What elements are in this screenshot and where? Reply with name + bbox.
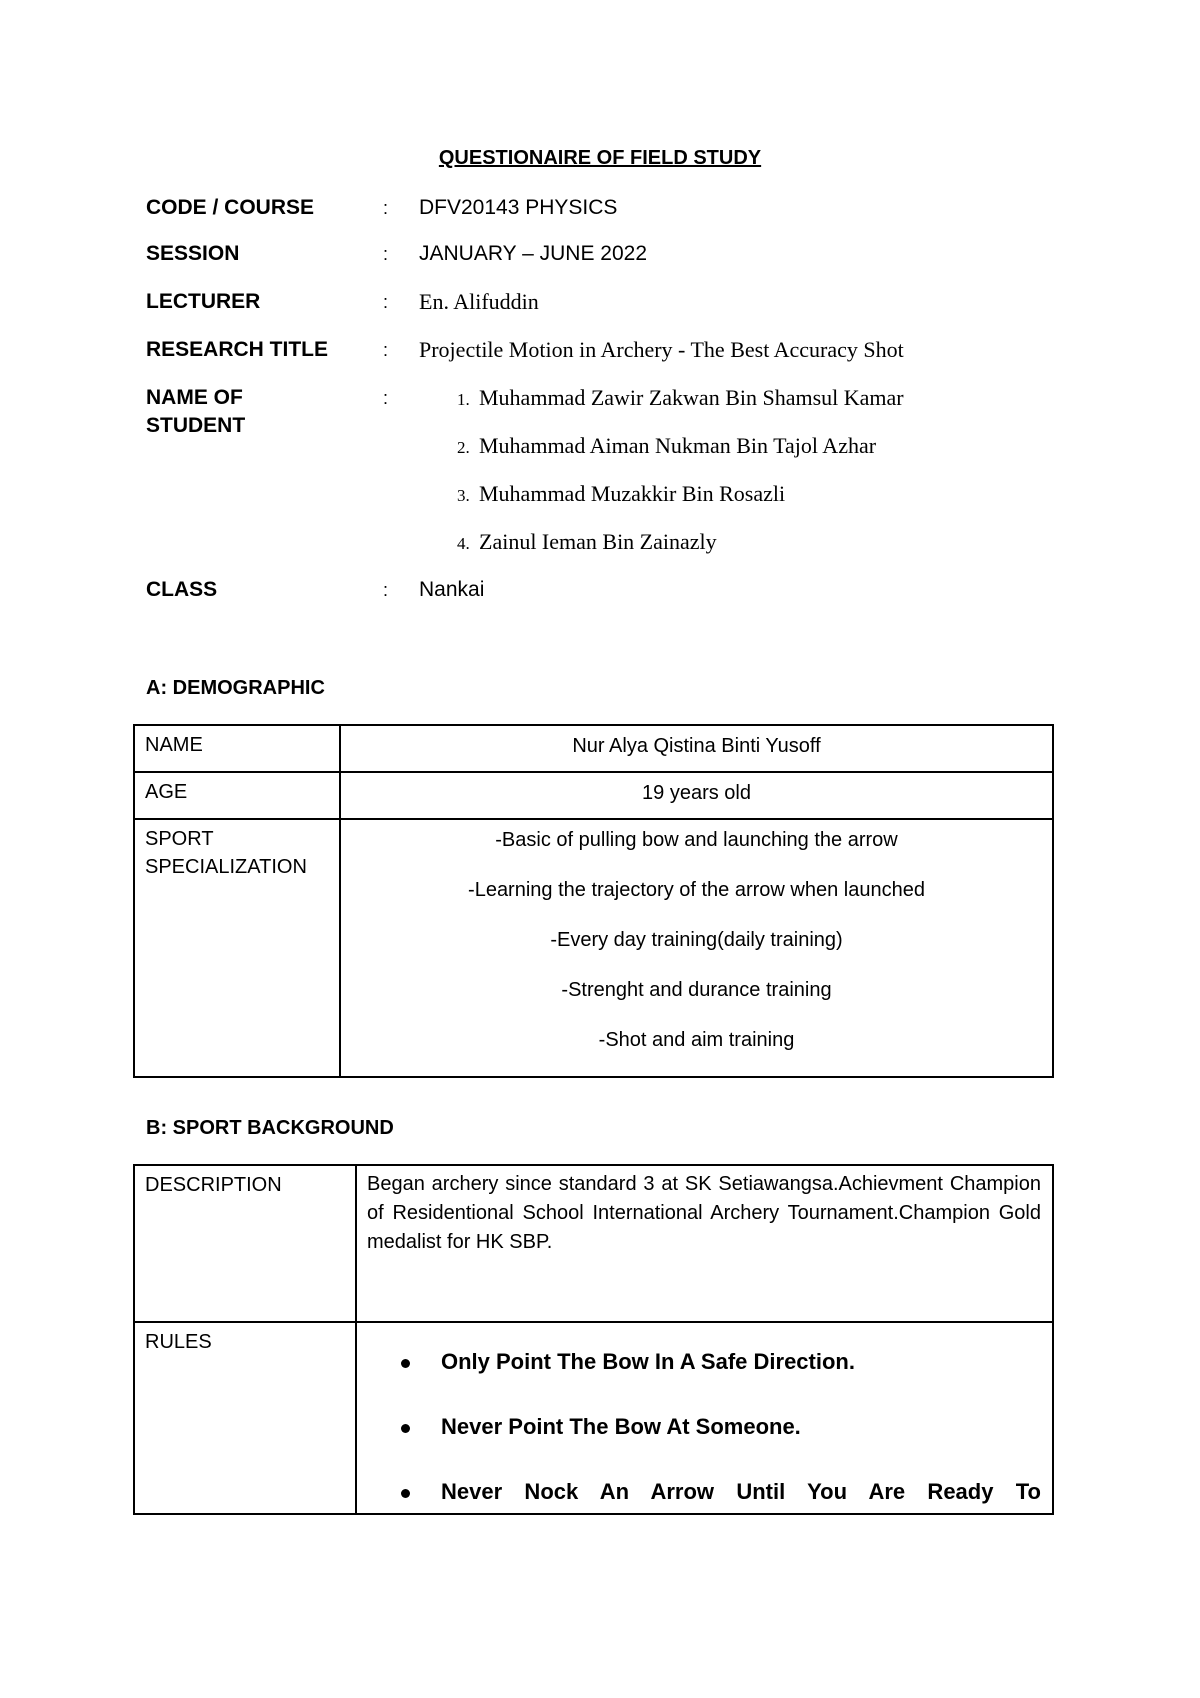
code-course-value: DFV20143 PHYSICS [419,196,618,219]
student-item [457,384,904,414]
table-cell [134,772,340,819]
rule-text: Only Point The Bow In A Safe Direction. [441,1349,855,1374]
student-name: Muhammad Aiman Nukman Bin Tajol Azhar [479,433,877,458]
description-label: DESCRIPTION [145,1174,282,1196]
student-number: 2. [457,438,470,457]
table-cell [134,819,340,1077]
colon: : [383,580,389,600]
rule-item [401,1477,1041,1511]
student-name: Zainul Ieman Bin Zainazly [479,529,717,554]
table-cell [356,1165,1053,1322]
session-label: SESSION [146,242,240,265]
table-cell [340,772,1053,819]
bullet-icon [401,1424,410,1433]
rules-label: RULES [145,1331,212,1353]
name-label: NAME [145,734,203,756]
bullet-icon [401,1359,410,1368]
table-row [134,772,1053,819]
colon: : [383,388,389,408]
rules-list [357,1323,1052,1511]
document-title: QUESTIONAIRE OF FIELD STUDY [438,147,762,169]
research-title-label: RESEARCH TITLE [146,338,329,361]
rule-item [401,1347,1041,1412]
student-number: 3. [457,486,470,505]
lecturer-label: LECTURER [146,290,261,313]
table-row [134,819,1053,1077]
students-label: NAME OF STUDENT [146,386,246,437]
description-text: Began archery since standard 3 at SK Setiawangsa.Achievment Champion of Residentional School International Archery Tournament.Champion Gold medalist for HK SBP. [367,1173,1041,1253]
rule-item [401,1412,1041,1477]
rule-text: Never Nock An Arrow Until You Are Ready To [441,1479,1041,1504]
colon: : [383,244,389,264]
colon: : [383,292,389,312]
sport-specialization-label: SPORT SPECIALIZATION [145,828,307,878]
table-cell [356,1322,1053,1514]
list-item: -Every day training(daily training) [550,929,843,951]
student-item [457,528,717,558]
rule-text: Never Point The Bow At Someone. [441,1414,801,1439]
table-cell [340,819,1053,1077]
sport-specialization-list [341,820,1052,1076]
class-label: CLASS [146,578,218,601]
table-cell [134,1322,356,1514]
lecturer-value: En. Alifuddin [419,289,539,314]
bullet-icon [401,1489,410,1498]
table-row [134,1322,1053,1514]
table-cell [134,1165,356,1322]
list-item: -Learning the trajectory of the arrow when launched [468,879,925,901]
table-cell [134,725,340,772]
class-value: Nankai [419,578,485,601]
age-label: AGE [145,781,188,803]
list-item: -Strenght and durance training [561,979,832,1001]
student-number: 1. [457,390,470,409]
demographic-table [133,724,1054,1078]
list-item: -Basic of pulling bow and launching the arrow [495,829,898,851]
info-row-students [146,384,1046,564]
name-value: Nur Alya Qistina Binti Yusoff [572,735,821,757]
table-cell [340,725,1053,772]
section-a-heading: A: DEMOGRAPHIC [146,677,325,699]
colon: : [383,198,389,218]
section-b-heading: B: SPORT BACKGROUND [146,1117,394,1139]
student-name: Muhammad Muzakkir Bin Rosazli [479,481,786,506]
student-item [457,432,876,462]
student-number: 4. [457,534,470,553]
colon: : [383,340,389,360]
table-row [134,725,1053,772]
code-course-label: CODE / COURSE [146,196,315,219]
table-row [134,1165,1053,1322]
list-item: -Shot and aim training [598,1029,795,1051]
session-value: JANUARY – JUNE 2022 [419,242,647,265]
sport-background-table [133,1164,1054,1515]
student-item [457,480,785,510]
student-name: Muhammad Zawir Zakwan Bin Shamsul Kamar [479,385,904,410]
research-title-value: Projectile Motion in Archery - The Best Accuracy Shot [419,337,904,362]
age-value: 19 years old [642,782,751,804]
